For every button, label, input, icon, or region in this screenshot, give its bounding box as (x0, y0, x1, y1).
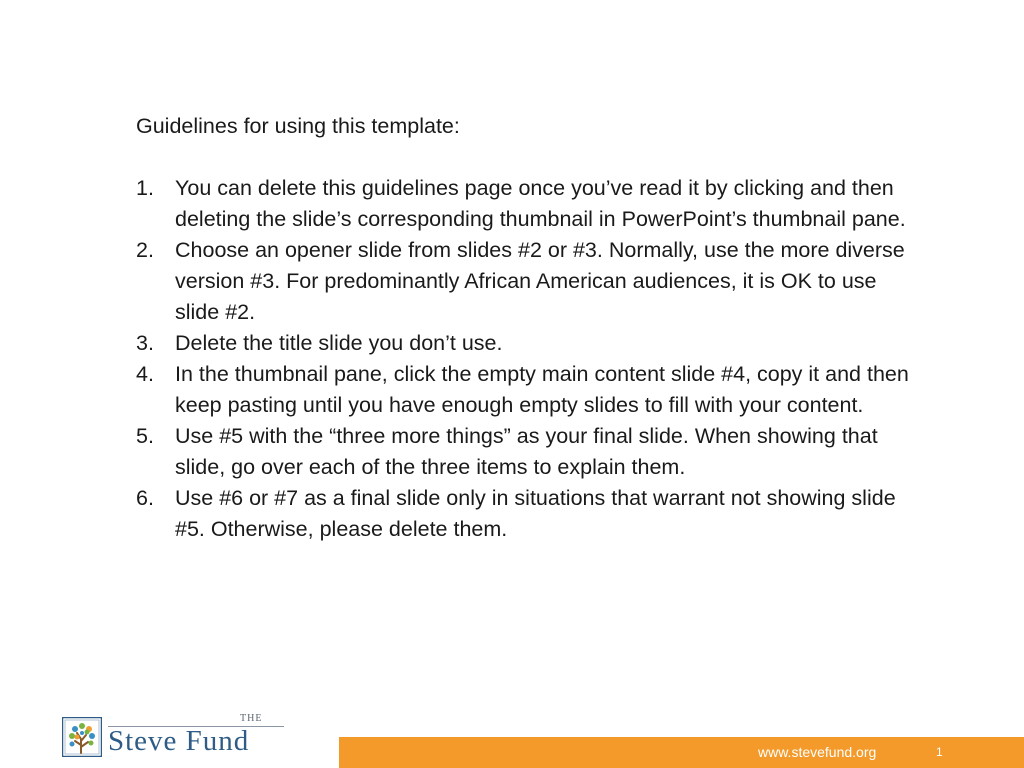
slide-number: 1 (936, 745, 943, 759)
item-number: 5. (136, 424, 154, 448)
steve-fund-logo (62, 712, 284, 764)
item-text: You can delete this guidelines page once you’ve read it by clicking and then deleting the slide’s corresponding thumbnail in PowerPoint’s thumbnail pane. (175, 176, 906, 231)
list-item (136, 235, 916, 328)
item-text: Choose an opener slide from slides #2 or #3. Normally, use the more diverse version #3. For predominantly African American audiences, it is OK to use slide #2. (175, 238, 905, 324)
item-text: Use #6 or #7 as a final slide only in situations that warrant not showing slide #5. Otherwise, please delete them. (175, 486, 896, 541)
item-number: 4. (136, 362, 154, 386)
list-item (136, 359, 916, 421)
item-number: 2. (136, 238, 154, 262)
footer-bar (339, 737, 1024, 768)
list-item (136, 173, 916, 235)
list-item (136, 483, 916, 545)
logo-the-text: THE (240, 713, 263, 724)
item-text: Use #5 with the “three more things” as your final slide. When showing that slide, go over each of the three items to explain them. (175, 424, 878, 479)
guidelines-content (136, 111, 916, 545)
item-number: 6. (136, 486, 154, 510)
item-number: 3. (136, 331, 154, 355)
item-number: 1. (136, 176, 154, 200)
guidelines-heading: Guidelines for using this template: (136, 114, 460, 138)
tree-icon (62, 717, 102, 757)
logo-name-text: Steve Fund (108, 725, 250, 757)
list-item (136, 328, 916, 359)
item-text: In the thumbnail pane, click the empty main content slide #4, copy it and then keep pasting until you have enough empty slides to fill with your content. (175, 362, 909, 417)
guidelines-list (136, 173, 916, 545)
footer-url[interactable]: www.stevefund.org (758, 744, 877, 760)
list-item (136, 421, 916, 483)
item-text: Delete the title slide you don’t use. (175, 331, 503, 355)
